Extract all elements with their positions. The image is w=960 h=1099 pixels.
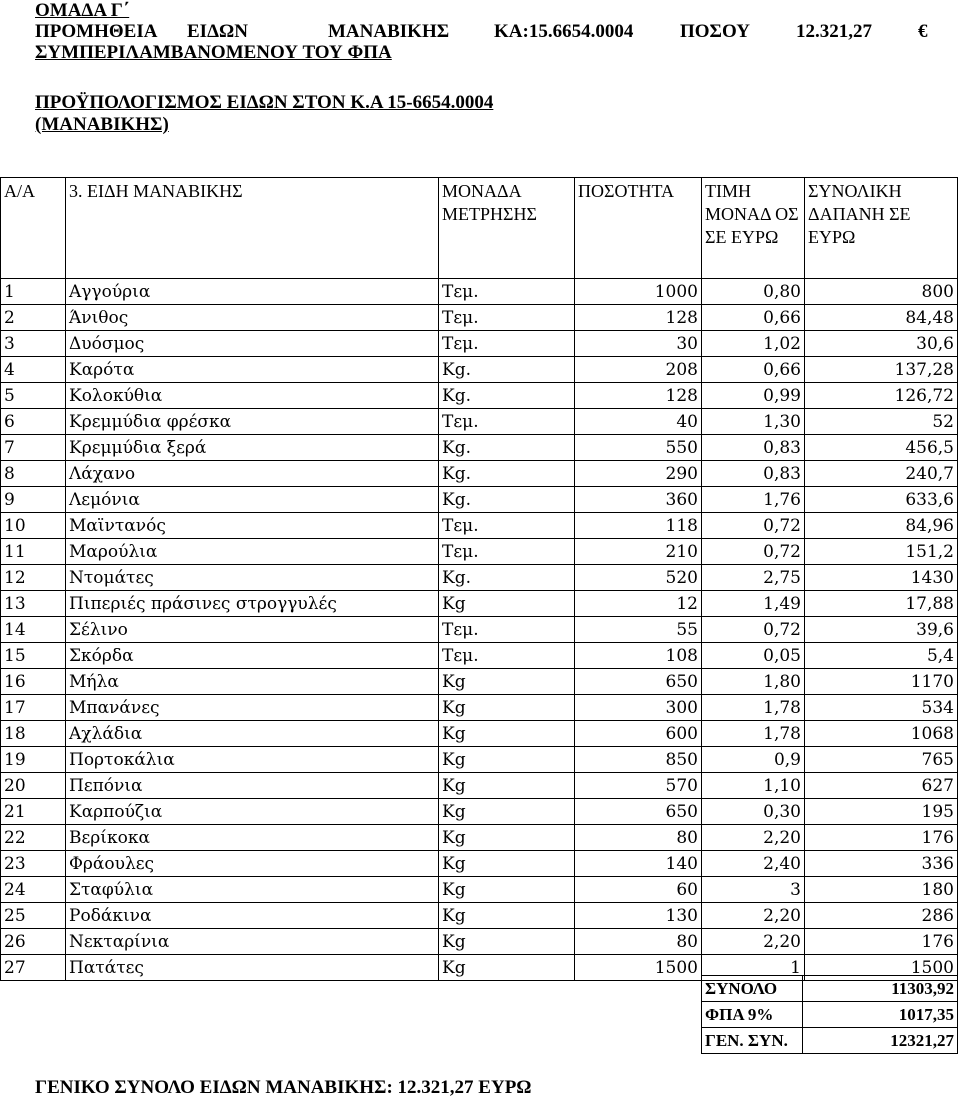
unit-price: 2,20	[702, 929, 805, 955]
table-row	[1, 721, 958, 747]
total-cost: 30,6	[805, 331, 958, 357]
budget-title: ΠΡΟΫΠΟΛΟΓΙΣΜΟΣ ΕΙΔΩΝ ΣΤΟΝ Κ.Α 15-6654.0004	[35, 92, 494, 113]
unit-price: 1,10	[702, 773, 805, 799]
table-row	[1, 305, 958, 331]
item-name: Κρεμμύδια ξερά	[66, 435, 439, 461]
item-name: Λάχανο	[66, 461, 439, 487]
row-index: 6	[1, 409, 66, 435]
total-cost: 84,96	[805, 513, 958, 539]
row-index: 24	[1, 877, 66, 903]
item-name: Ροδάκινα	[66, 903, 439, 929]
items-label: ΕΙΔΩΝ	[187, 21, 248, 42]
col-header-item: 3. ΕΙΔΗ ΜΑΝΑΒΙΚΗΣ	[66, 178, 439, 279]
total-cost: 456,5	[805, 435, 958, 461]
unit-price: 2,20	[702, 825, 805, 851]
total-cost: 195	[805, 799, 958, 825]
quantity: 80	[575, 825, 702, 851]
group-title: ΟΜΑΔΑ Γ΄	[35, 0, 130, 21]
item-name: Φράουλες	[66, 851, 439, 877]
item-name: Καρότα	[66, 357, 439, 383]
row-index: 25	[1, 903, 66, 929]
quantity: 360	[575, 487, 702, 513]
unit-price: 1,30	[702, 409, 805, 435]
item-name: Ντομάτες	[66, 565, 439, 591]
item-name: Μαϊντανός	[66, 513, 439, 539]
quantity: 290	[575, 461, 702, 487]
unit: Τεμ.	[439, 643, 575, 669]
row-index: 17	[1, 695, 66, 721]
total-cost: 240,7	[805, 461, 958, 487]
unit-price: 0,72	[702, 617, 805, 643]
unit: Kg	[439, 721, 575, 747]
table-row	[1, 643, 958, 669]
row-index: 12	[1, 565, 66, 591]
unit-price: 0,30	[702, 799, 805, 825]
item-name: Σταφύλια	[66, 877, 439, 903]
item-name: Πεπόνια	[66, 773, 439, 799]
quantity: 40	[575, 409, 702, 435]
item-name: Πορτοκάλια	[66, 747, 439, 773]
table-row	[1, 747, 958, 773]
subtotal-row	[702, 976, 958, 1002]
quantity: 12	[575, 591, 702, 617]
unit-price: 0,80	[702, 279, 805, 305]
table-row	[1, 695, 958, 721]
unit: Τεμ.	[439, 305, 575, 331]
total-cost: 17,88	[805, 591, 958, 617]
quantity: 210	[575, 539, 702, 565]
grand-total-row	[702, 1028, 958, 1054]
total-cost: 800	[805, 279, 958, 305]
row-index: 16	[1, 669, 66, 695]
quantity: 108	[575, 643, 702, 669]
total-cost: 1170	[805, 669, 958, 695]
row-index: 15	[1, 643, 66, 669]
unit-price: 3	[702, 877, 805, 903]
table-row	[1, 487, 958, 513]
unit: Τεμ.	[439, 409, 575, 435]
table-row	[1, 357, 958, 383]
item-name: Καρπούζια	[66, 799, 439, 825]
row-index: 2	[1, 305, 66, 331]
unit-price: 1,02	[702, 331, 805, 357]
table-row	[1, 851, 958, 877]
vegetables-label: ΜΑΝΑΒΙΚΗΣ	[328, 21, 450, 42]
total-cost: 286	[805, 903, 958, 929]
item-name: Κρεμμύδια φρέσκα	[66, 409, 439, 435]
table-row	[1, 331, 958, 357]
unit-price: 2,75	[702, 565, 805, 591]
unit-price: 0,83	[702, 461, 805, 487]
table-row	[1, 617, 958, 643]
table-row	[1, 539, 958, 565]
unit-price: 0,66	[702, 305, 805, 331]
quantity: 650	[575, 669, 702, 695]
subtotal-value: 11303,92	[803, 976, 958, 1002]
unit: Kg	[439, 877, 575, 903]
table-row	[1, 591, 958, 617]
table-row	[1, 513, 958, 539]
quantity: 208	[575, 357, 702, 383]
col-header-total: ΣΥΝΟΛΙΚΗ ΔΑΠΑΝΗ ΣΕ ΕΥΡΩ	[805, 178, 958, 279]
item-name: Νεκταρίνια	[66, 929, 439, 955]
row-index: 13	[1, 591, 66, 617]
table-row	[1, 565, 958, 591]
total-cost: 1500	[805, 955, 958, 981]
row-index: 19	[1, 747, 66, 773]
item-name: Λεμόνια	[66, 487, 439, 513]
total-cost: 151,2	[805, 539, 958, 565]
quantity: 118	[575, 513, 702, 539]
item-name: Αγγούρια	[66, 279, 439, 305]
unit-price: 1	[702, 955, 805, 981]
row-index: 4	[1, 357, 66, 383]
row-index: 23	[1, 851, 66, 877]
col-header-quantity: ΠΟΣΟΤΗΤΑ	[575, 178, 702, 279]
item-name: Αχλάδια	[66, 721, 439, 747]
item-name: Μήλα	[66, 669, 439, 695]
quantity: 128	[575, 305, 702, 331]
total-cost: 633,6	[805, 487, 958, 513]
quantity: 550	[575, 435, 702, 461]
unit-price: 0,72	[702, 513, 805, 539]
unit-price: 1,49	[702, 591, 805, 617]
table-row	[1, 669, 958, 695]
unit: Kg	[439, 825, 575, 851]
row-index: 21	[1, 799, 66, 825]
total-cost: 627	[805, 773, 958, 799]
unit: Τεμ.	[439, 617, 575, 643]
total-cost: 180	[805, 877, 958, 903]
total-cost: 534	[805, 695, 958, 721]
quantity: 300	[575, 695, 702, 721]
row-index: 20	[1, 773, 66, 799]
unit: Kg	[439, 799, 575, 825]
total-cost: 39,6	[805, 617, 958, 643]
total-cost: 176	[805, 929, 958, 955]
quantity: 130	[575, 903, 702, 929]
total-cost: 765	[805, 747, 958, 773]
total-cost: 336	[805, 851, 958, 877]
unit-price: 2,40	[702, 851, 805, 877]
items-table	[0, 177, 958, 981]
unit: Kg.	[439, 487, 575, 513]
col-header-index: Α/Α	[1, 178, 66, 279]
unit: Kg.	[439, 435, 575, 461]
amount-value: 12.321,27	[796, 21, 872, 42]
ka-code: ΚΑ:15.6654.0004	[494, 21, 634, 42]
row-index: 8	[1, 461, 66, 487]
unit-price: 0,66	[702, 357, 805, 383]
unit-price: 1,80	[702, 669, 805, 695]
table-header-row	[1, 178, 958, 279]
quantity: 1500	[575, 955, 702, 981]
table-row	[1, 773, 958, 799]
item-name: Μαρούλια	[66, 539, 439, 565]
row-index: 10	[1, 513, 66, 539]
row-index: 7	[1, 435, 66, 461]
quantity: 850	[575, 747, 702, 773]
table-row	[1, 409, 958, 435]
vat-label: ΦΠΑ 9%	[702, 1002, 803, 1028]
unit: Kg	[439, 955, 575, 981]
total-cost: 126,72	[805, 383, 958, 409]
quantity: 650	[575, 799, 702, 825]
row-index: 26	[1, 929, 66, 955]
vat-row	[702, 1002, 958, 1028]
row-index: 11	[1, 539, 66, 565]
item-name: Σέλινο	[66, 617, 439, 643]
col-header-unit: ΜΟΝΑΔΑ ΜΕΤΡΗΣΗΣ	[439, 178, 575, 279]
quantity: 520	[575, 565, 702, 591]
unit-price: 2,20	[702, 903, 805, 929]
subtotal-label: ΣΥΝΟΛΟ	[702, 976, 803, 1002]
unit: Kg	[439, 851, 575, 877]
unit: Kg.	[439, 565, 575, 591]
total-cost: 5,4	[805, 643, 958, 669]
supply-label: ΠΡΟΜΗΘΕΙΑ	[35, 21, 158, 42]
total-cost: 1068	[805, 721, 958, 747]
total-cost: 1430	[805, 565, 958, 591]
quantity: 128	[575, 383, 702, 409]
unit-price: 0,05	[702, 643, 805, 669]
quantity: 30	[575, 331, 702, 357]
total-cost: 84,48	[805, 305, 958, 331]
quantity: 55	[575, 617, 702, 643]
table-row	[1, 877, 958, 903]
table-row	[1, 929, 958, 955]
unit: Kg.	[439, 461, 575, 487]
quantity: 80	[575, 929, 702, 955]
unit-price: 0,99	[702, 383, 805, 409]
table-row	[1, 461, 958, 487]
unit: Kg	[439, 591, 575, 617]
unit: Τεμ.	[439, 279, 575, 305]
quantity: 140	[575, 851, 702, 877]
table-row	[1, 903, 958, 929]
unit: Kg	[439, 669, 575, 695]
row-index: 14	[1, 617, 66, 643]
item-name: Πιπεριές πράσινες στρογγυλές	[66, 591, 439, 617]
table-row	[1, 383, 958, 409]
totals-table	[701, 975, 958, 1054]
item-name: Βερίκοκα	[66, 825, 439, 851]
row-index: 18	[1, 721, 66, 747]
total-cost: 176	[805, 825, 958, 851]
unit: Kg	[439, 695, 575, 721]
unit: Kg	[439, 747, 575, 773]
row-index: 3	[1, 331, 66, 357]
quantity: 570	[575, 773, 702, 799]
row-index: 9	[1, 487, 66, 513]
grand-total-label: ΓΕΝ. ΣΥΝ.	[702, 1028, 803, 1054]
unit-price: 0,72	[702, 539, 805, 565]
vat-included-line: ΣΥΜΠΕΡΙΛΑΜΒΑΝΟΜΕΝΟΥ ΤΟΥ ΦΠΑ	[35, 42, 392, 63]
table-row	[1, 825, 958, 851]
grand-total-value: 12321,27	[803, 1028, 958, 1054]
unit-price: 1,78	[702, 695, 805, 721]
unit: Kg	[439, 929, 575, 955]
total-cost: 52	[805, 409, 958, 435]
row-index: 22	[1, 825, 66, 851]
quantity: 60	[575, 877, 702, 903]
item-name: Πατάτες	[66, 955, 439, 981]
row-index: 1	[1, 279, 66, 305]
unit: Τεμ.	[439, 539, 575, 565]
row-index: 27	[1, 955, 66, 981]
quantity: 1000	[575, 279, 702, 305]
item-name: Σκόρδα	[66, 643, 439, 669]
vat-value: 1017,35	[803, 1002, 958, 1028]
unit-price: 1,78	[702, 721, 805, 747]
item-name: Κολοκύθια	[66, 383, 439, 409]
amount-label: ΠΟΣΟΥ	[680, 21, 750, 42]
unit: Kg.	[439, 357, 575, 383]
unit-price: 0,83	[702, 435, 805, 461]
item-name: Δυόσμος	[66, 331, 439, 357]
item-name: Μπανάνες	[66, 695, 439, 721]
table-row	[1, 435, 958, 461]
table-row	[1, 279, 958, 305]
unit: Τεμ.	[439, 331, 575, 357]
unit-price: 0,9	[702, 747, 805, 773]
col-header-unit-price: ΤΙΜΗ ΜΟΝΑΔ ΟΣ ΣΕ ΕΥΡΩ	[702, 178, 805, 279]
table-row	[1, 799, 958, 825]
unit: Kg	[439, 773, 575, 799]
row-index: 5	[1, 383, 66, 409]
unit: Kg	[439, 903, 575, 929]
item-name: Άνιθος	[66, 305, 439, 331]
footer-grand-total: ΓΕΝΙΚΟ ΣΥΝΟΛΟ ΕΙΔΩΝ ΜΑΝΑΒΙΚΗΣ: 12.321,27 ΕΥΡΩ	[35, 1077, 532, 1098]
unit: Kg.	[439, 383, 575, 409]
unit-price: 1,76	[702, 487, 805, 513]
budget-subtitle: (ΜΑΝΑΒΙΚΗΣ)	[35, 114, 169, 135]
currency-symbol: €	[918, 21, 928, 42]
quantity: 600	[575, 721, 702, 747]
total-cost: 137,28	[805, 357, 958, 383]
unit: Τεμ.	[439, 513, 575, 539]
